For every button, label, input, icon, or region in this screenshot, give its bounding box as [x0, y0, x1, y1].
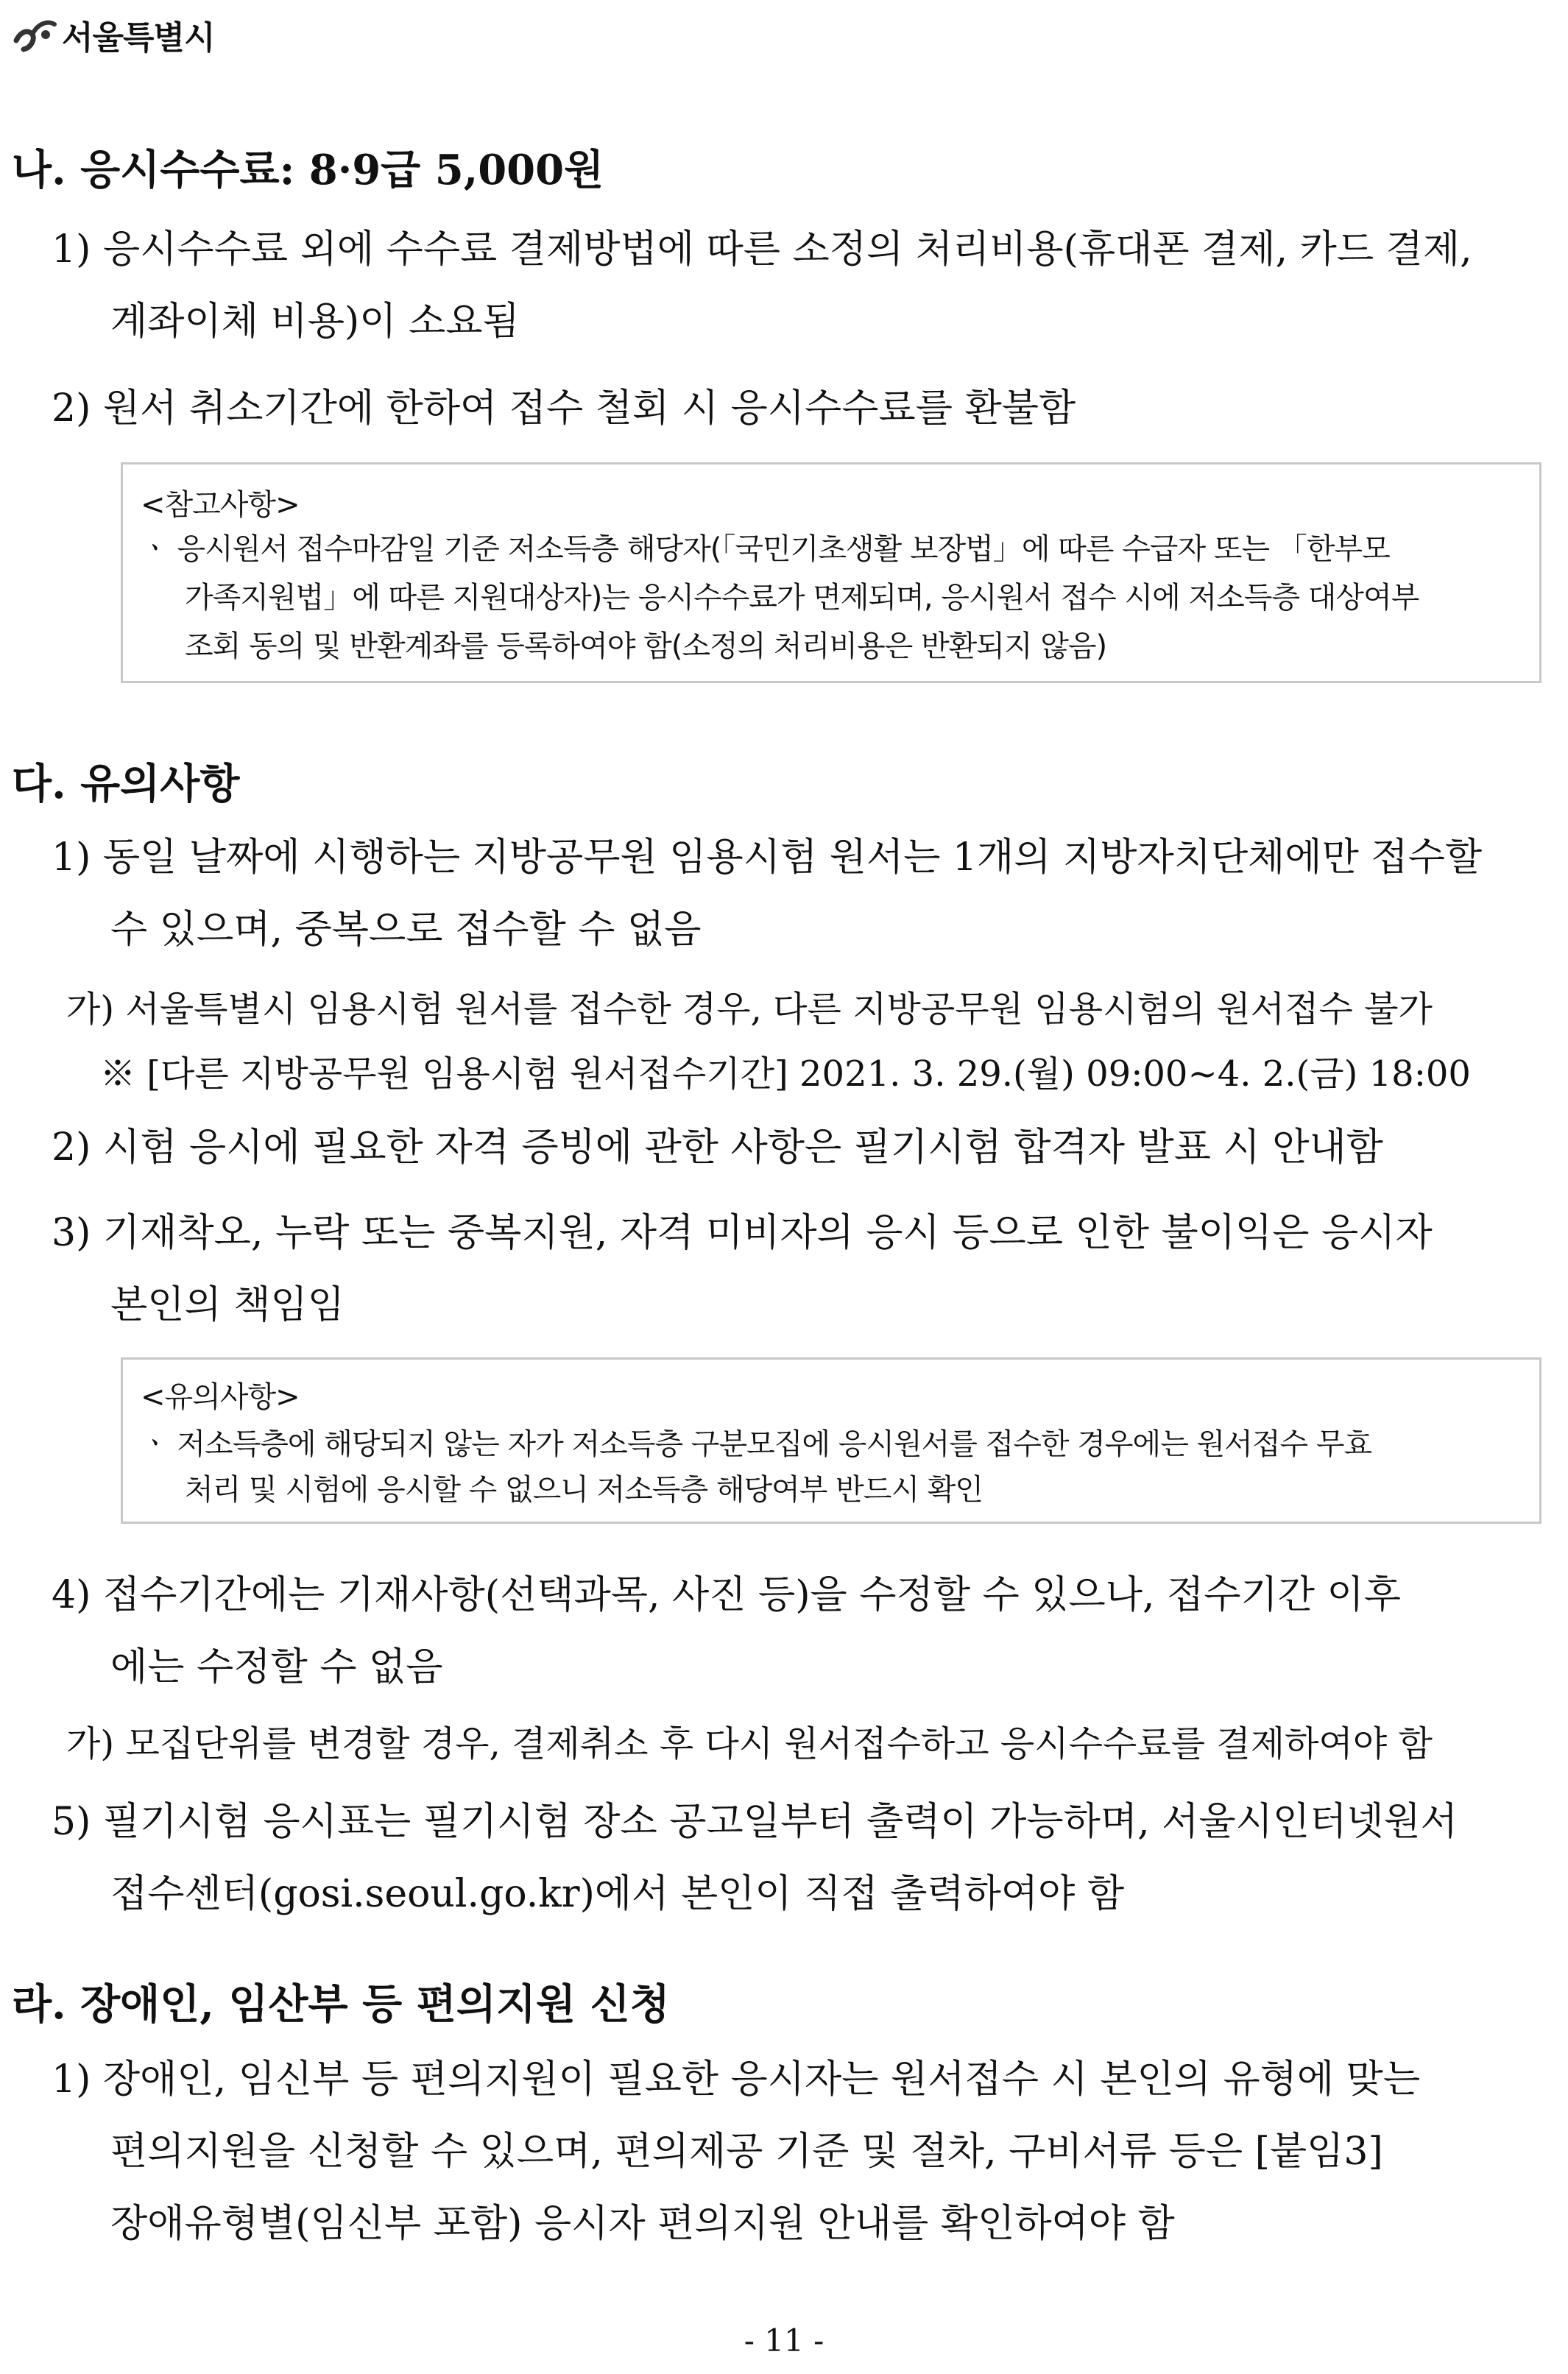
- support-item-1-line-3: 장애유형별(임신부 포함) 응시자 편의지원 안내를 확인하여야 함: [110, 2202, 1175, 2246]
- support-item-1-line-2: 편의지원을 신청할 수 있으며, 편의제공 기준 및 절차, 구비서류 등은 [붙임3]: [110, 2130, 1383, 2174]
- org-name: 서울특별시: [62, 19, 215, 57]
- section-title-support: 라. 장애인, 임산부 등 편의지원 신청: [12, 1980, 670, 2029]
- caution-note-line-1: ㆍ 저소득층에 해당되지 않는 자가 저소득층 구분모집에 응시원서를 접수한 경우에는 원서접수 무효: [141, 1427, 1372, 1461]
- section-title-fee: 나. 응시수수료: 8·9급 5,000원: [12, 146, 604, 194]
- fee-item-1-line-2: 계좌이체 비용)이 소요됨: [110, 300, 520, 344]
- fee-note-line-1: ㆍ 응시원서 접수마감일 기준 저소득층 해당자(「국민기초생활 보장법」에 따른 수급자 또는 「한부모: [141, 532, 1390, 566]
- caution-note-box: [121, 1357, 1541, 1524]
- seoul-logo: [10, 9, 215, 60]
- fee-item-1-line-1: 1) 응시수수료 외에 수수료 결제방법에 따른 소정의 처리비용(휴대폰 결제, 카드 결제,: [52, 227, 1472, 272]
- caution-item-4-line-1: 4) 접수기간에는 기재사항(선택과목, 사진 등)을 수정할 수 있으나, 접수기간 이후: [52, 1573, 1401, 1617]
- caution-item-4-sub: 가) 모집단위를 변경할 경우, 결제취소 후 다시 원서접수하고 응시수수료를 결제하여야 함: [66, 1723, 1433, 1764]
- fee-note-line-2: 가족지원법」에 따른 지원대상자)는 응시수수료가 면제되며, 응시원서 접수 시에 저소득층 대상여부: [185, 581, 1419, 615]
- fee-note-line-3: 조회 동의 및 반환계좌를 등록하여야 함(소정의 처리비용은 반환되지 않음): [185, 629, 1107, 663]
- caution-item-1-line-1: 1) 동일 날짜에 시행하는 지방공무원 임용시험 원서는 1개의 지방자치단체에만 접수할: [52, 836, 1483, 880]
- caution-item-3-line-1: 3) 기재착오, 누락 또는 중복지원, 자격 미비자의 응시 등으로 인한 불이익은 응시자: [52, 1211, 1433, 1255]
- seoul-emblem-icon: [10, 13, 59, 57]
- fee-item-2: 2) 원서 취소기간에 한하여 접수 철회 시 응시수수료를 환불함: [52, 386, 1076, 431]
- caution-item-1-line-2: 수 있으며, 중복으로 접수할 수 없음: [110, 908, 702, 952]
- section-title-caution: 다. 유의사항: [12, 760, 240, 808]
- caution-item-5-line-1: 5) 필기시험 응시표는 필기시험 장소 공고일부터 출력이 가능하며, 서울시인터넷원서: [52, 1800, 1458, 1844]
- caution-item-4-line-2: 에는 수정할 수 없음: [110, 1645, 443, 1689]
- support-item-1-line-1: 1) 장애인, 임신부 등 편의지원이 필요한 응시자는 원서접수 시 본인의 유형에 맞는: [52, 2057, 1421, 2102]
- caution-note-line-2: 처리 및 시험에 응시할 수 없으니 저소득층 해당여부 반드시 확인: [185, 1473, 983, 1507]
- caution-item-2: 2) 시험 응시에 필요한 자격 증빙에 관한 사항은 필기시험 합격자 발표 시 안내함: [52, 1126, 1383, 1170]
- fee-note-box: [121, 462, 1541, 683]
- caution-item-3-line-2: 본인의 책임임: [110, 1283, 345, 1327]
- fee-note-title: <참고사항>: [141, 488, 300, 522]
- caution-item-1-reference: ※ [다른 지방공무원 임용시험 원서접수기간] 2021. 3. 29.(월) 09:00∼4. 2.(금) 18:00: [100, 1053, 1471, 1095]
- caution-item-5-line-2: 접수센터(gosi.seoul.go.kr)에서 본인이 직접 출력하여야 함: [110, 1872, 1125, 1916]
- caution-item-1-sub: 가) 서울특별시 임용시험 원서를 접수한 경우, 다른 지방공무원 임용시험의 원서접수 불가: [66, 989, 1433, 1030]
- page-number: - 11 -: [744, 2322, 824, 2359]
- caution-note-title: <유의사항>: [141, 1380, 300, 1414]
